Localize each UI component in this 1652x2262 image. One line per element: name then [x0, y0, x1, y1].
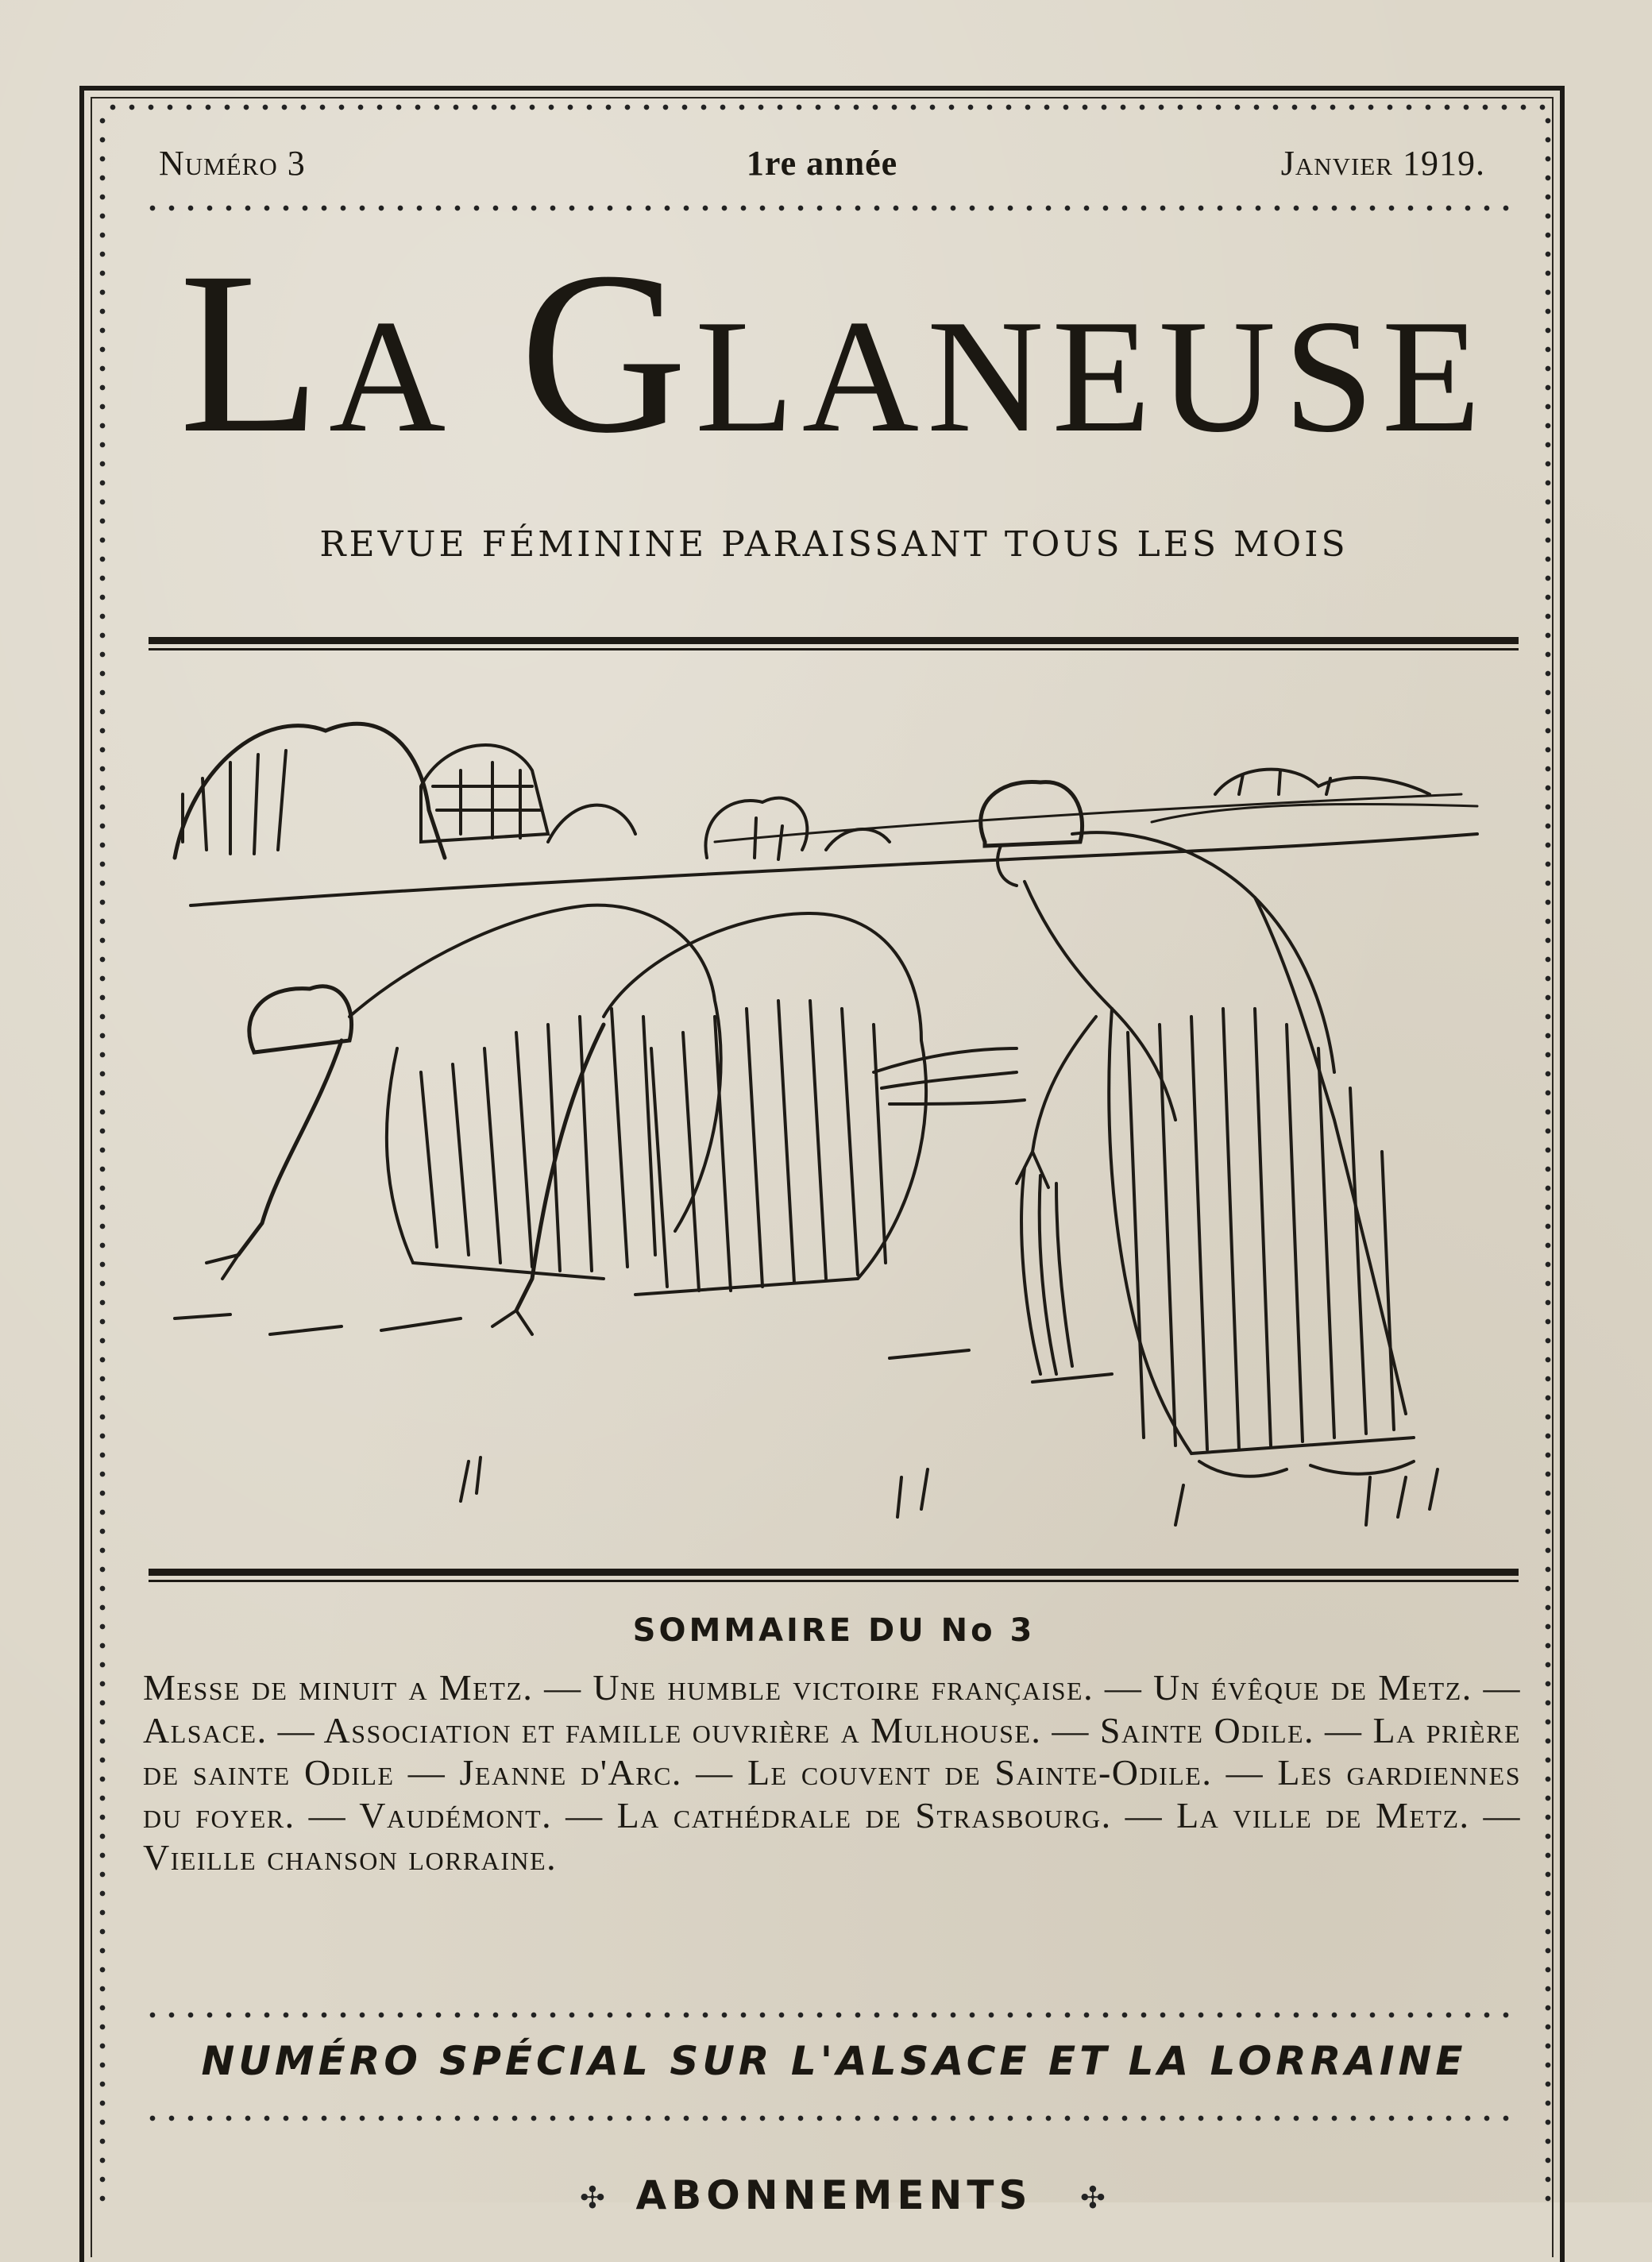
subscriptions-heading: ABONNEMENTS	[635, 2172, 1032, 2218]
right-ornament-icon: ✣	[1080, 2180, 1106, 2215]
right-ornament-border	[1542, 111, 1554, 2202]
rule-below-illustration	[149, 1569, 1519, 1576]
special-ornament-rule-top	[143, 2009, 1517, 2021]
masthead-title: La Glaneuse	[179, 225, 1489, 481]
rule-above-illustration-thin	[149, 648, 1519, 650]
special-issue-banner: NUMÉRO SPÉCIAL SUR L'ALSACE ET LA LORRAINE	[201, 2038, 1467, 2084]
gleaners-illustration	[159, 675, 1501, 1549]
issue-number: Numéro 3	[159, 144, 306, 183]
special-ornament-rule-bottom	[143, 2113, 1517, 2124]
publication-year: 1re année	[746, 144, 898, 183]
issue-date: Janvier 1919.	[1280, 144, 1485, 183]
rule-above-illustration	[149, 637, 1519, 644]
issue-header	[159, 137, 1485, 192]
header-ornament-rule	[143, 203, 1517, 214]
left-ornament-icon: ✣	[580, 2180, 605, 2215]
rule-below-illustration-thin	[149, 1580, 1519, 1582]
top-ornament-border	[103, 102, 1549, 113]
left-ornament-border	[97, 111, 108, 2202]
table-of-contents-text: Messe de minuit a Metz. — Une humble victoire française. — Un évêque de Metz. — Alsace. — Association et famille ouvrière a Mulhouse. — Sainte Odile. — La prière de sainte Odile — Jeanne d'Arc. — Le couvent de Sainte-Odile. — Les gardiennes du foyer. — Vaudémont. — La cathédrale de Strasbourg. — La ville de Metz. — Vieille chanson lorraine.	[143, 1667, 1521, 1878]
table-of-contents-title: SOMMAIRE DU No 3	[632, 1612, 1036, 1649]
masthead-tagline: REVUE FÉMININE PARAISSANT TOUS LES MOIS	[319, 524, 1349, 565]
